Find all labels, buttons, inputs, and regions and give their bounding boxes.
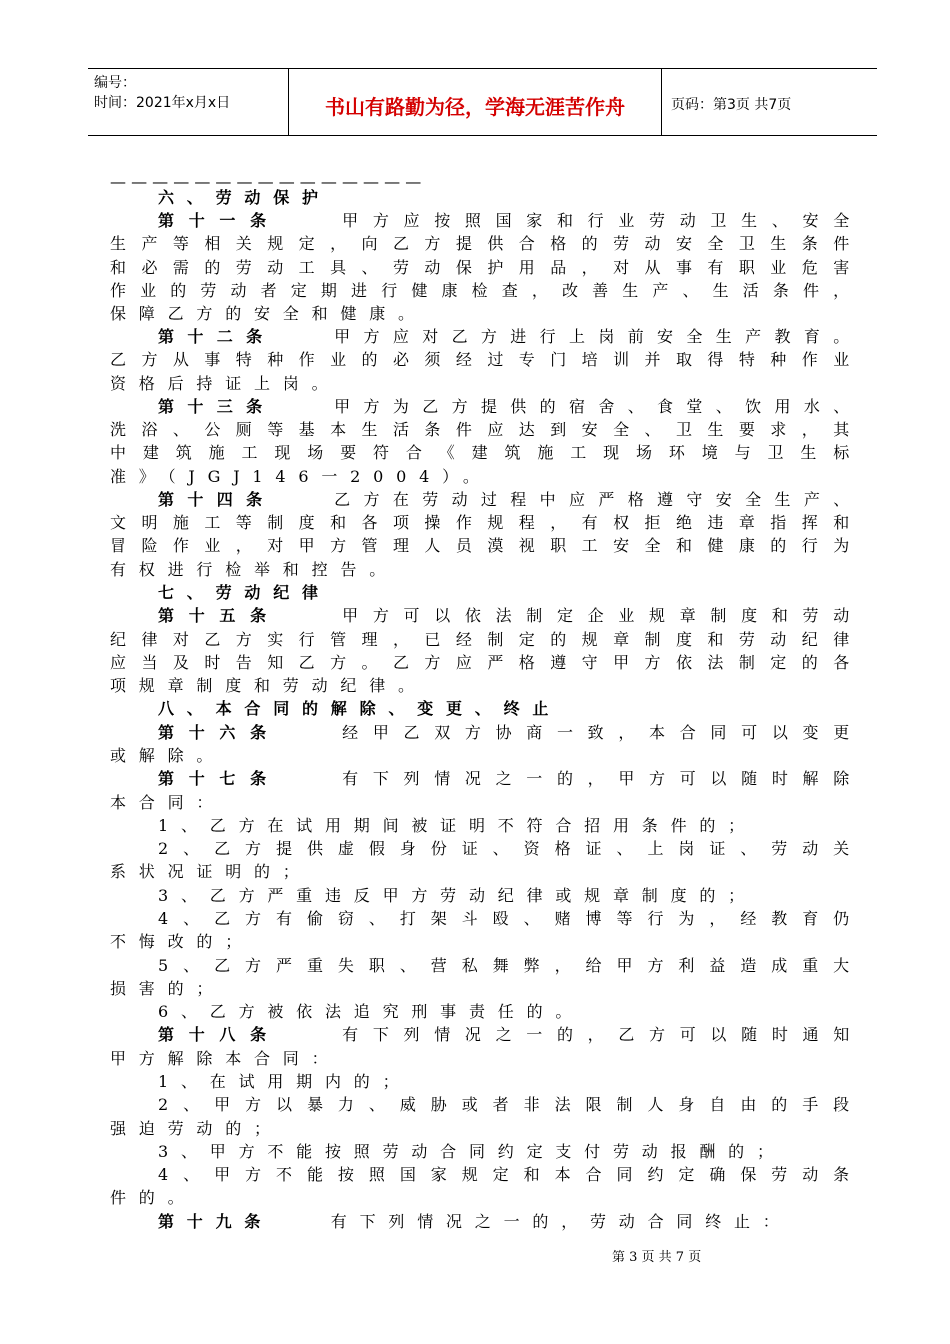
text-line: 纪律对乙方实行管理，已经制定的规章制度和劳动纪律: [110, 630, 862, 649]
article-number: 第十七条: [158, 769, 281, 788]
article-number: 第十九条: [158, 1212, 274, 1231]
text-line: 损害的；: [110, 979, 226, 998]
article-line: 第十九条 有下列情况之一的，劳动合同终止：: [158, 1212, 792, 1231]
text-line: 不悔改的；: [110, 932, 255, 951]
article-number: 第十八条: [158, 1025, 281, 1044]
list-item: 4、甲方不能按照国家规定和本合同约定确保劳动条: [158, 1165, 862, 1184]
article-number: 第十三条: [158, 397, 276, 416]
text-line: 有权进行检举和控告。: [110, 560, 399, 579]
article-line: 第十一条 甲方应按照国家和行业劳动卫生、安全: [158, 211, 862, 230]
text-line: 生产等相关规定，向乙方提供合格的劳动安全卫生条件: [110, 234, 862, 253]
list-item: 5、乙方严重失职、营私舞弊，给甲方利益造成重大: [158, 956, 862, 975]
text-line: 本合同：: [110, 793, 226, 812]
text-line: 中建筑施工现场要符合《建筑施工现场环境与卫生标: [110, 443, 862, 462]
text-line: 准》（JGJ146一2004）。: [110, 467, 492, 486]
text-line: 作业的劳动者定期进行健康检查，改善生产、生活条件，: [110, 281, 862, 300]
text-line: 甲方解除本合同：: [110, 1049, 341, 1068]
article-line: 第十三条 甲方为乙方提供的宿舍、食堂、饮用水、: [158, 397, 862, 416]
article-number: 第十一条: [158, 211, 281, 230]
header-page-info: 页码：第3页 共7页: [671, 97, 792, 113]
text-line: 保障乙方的安全和健康。: [110, 304, 427, 323]
list-item: 1、乙方在试用期间被证明不符合招用条件的；: [158, 816, 757, 835]
text-line: 应当及时告知乙方。乙方应严格遵守甲方依法制定的各: [110, 653, 862, 672]
article-line: 第十七条 有下列情况之一的，甲方可以随时解除: [158, 769, 862, 788]
text-line: 系状况证明的；: [110, 862, 312, 881]
list-item: 1、在试用期内的；: [158, 1072, 412, 1091]
list-item: 6、乙方被依法追究刑事责任的。: [158, 1002, 585, 1021]
page-footer: 第 3 页 共 7 页: [612, 1250, 702, 1265]
text-line: 和必需的劳动工具、劳动保护用品，对从事有职业危害: [110, 258, 862, 277]
article-number: 第十二条: [158, 327, 276, 346]
list-item: 2、乙方提供虚假身份证、资格证、上岗证、劳动关: [158, 839, 862, 858]
text-line: 洗浴、公厕等基本生活条件应达到安全、卫生要求，其: [110, 420, 862, 439]
text-line: 项规章制度和劳动纪律。: [110, 676, 427, 695]
section-heading: 七、劳动纪律: [158, 583, 331, 602]
separator-dashes: — — — — — — — — — — — — — — —: [110, 172, 422, 191]
article-line: 第十八条 有下列情况之一的，乙方可以随时通知: [158, 1025, 862, 1044]
section-heading: 六、劳动保护: [158, 188, 331, 207]
article-line: 第十二条 甲方应对乙方进行上岗前安全生产教育。: [158, 327, 862, 346]
text-line: 或解除。: [110, 746, 226, 765]
list-item: 2、甲方以暴力、威胁或者非法限制人身自由的手段: [158, 1095, 862, 1114]
article-line: 第十六条 经甲乙双方协商一致，本合同可以变更: [158, 723, 862, 742]
article-number: 第十五条: [158, 606, 281, 625]
list-item: 3、乙方严重违反甲方劳动纪律或规章制度的；: [158, 886, 757, 905]
header-motto: 书山有路勤为径，学海无涯苦作舟: [288, 69, 662, 135]
article-number: 第十四条: [158, 490, 276, 509]
document-time: 时间：2021年x月x日: [94, 95, 231, 111]
text-line: 资格后持证上岗。: [110, 374, 341, 393]
list-item: 4、乙方有偷窃、打架斗殴、赌博等行为，经教育仍: [158, 909, 862, 928]
article-line: 第十五条 甲方可以依法制定企业规章制度和劳动: [158, 606, 862, 625]
text-line: 冒险作业，对甲方管理人员漠视职工安全和健康的行为: [110, 536, 862, 555]
text-line: 乙方从事特种作业的必须经过专门培训并取得特种作业: [110, 350, 862, 369]
article-line: 第十四条 乙方在劳动过程中应严格遵守安全生产、: [158, 490, 862, 509]
text-line: 强迫劳动的；: [110, 1119, 283, 1138]
document-number-label: 编号：: [94, 75, 136, 91]
text-line: 文明施工等制度和各项操作规程，有权拒绝违章指挥和: [110, 513, 862, 532]
text-line: 件的。: [110, 1188, 197, 1207]
article-number: 第十六条: [158, 723, 281, 742]
section-heading: 八、本合同的解除、变更、终止: [158, 699, 562, 718]
list-item: 3、甲方不能按照劳动合同约定支付劳动报酬的；: [158, 1142, 786, 1161]
